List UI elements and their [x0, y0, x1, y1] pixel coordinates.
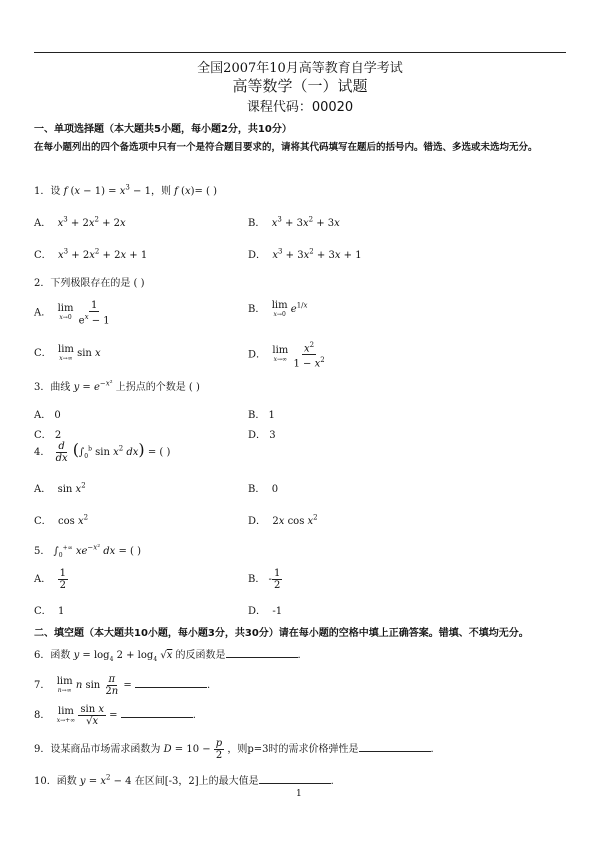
q4-option-c[interactable]: C． $\cos x^2$: [34, 513, 89, 527]
q3-option-c[interactable]: C． 2: [34, 430, 62, 441]
section1-instructions: 在每小题列出的四个备选项中只有一个是符合题目要求的，请将其代码填写在题后的括号内。错选、多选或未选均无分。: [34, 142, 538, 153]
q3-option-a[interactable]: A． 0: [34, 410, 61, 421]
q5-option-a[interactable]: A． $\frac{1}{2}$: [34, 568, 66, 591]
q5-option-d[interactable]: D． -1: [248, 606, 283, 617]
q4-option-a[interactable]: A． $\sin x^2$: [34, 481, 86, 495]
q1-formula: f: [63, 186, 68, 197]
top-rule: [34, 52, 566, 53]
q2-option-d[interactable]: D． lim x→∞ $\frac{x^2}{1 - x^2}$: [248, 341, 325, 370]
q1-pre: 设: [50, 186, 61, 197]
section2-heading: 二、填空题（本大题共10小题，每小题3分，共30分）请在每小题的空格中填上正确答案。错填、不填均无分。: [34, 628, 529, 639]
question-3: 3．曲线 $y = e^{-x^2}$ 上拐点的个数是 ( ): [34, 379, 200, 393]
question-5: 5． $\int_0^{+\infty}$ $xe^{-x^2}$ dx = ( ): [34, 543, 141, 559]
q9-answer-blank[interactable]: [359, 741, 431, 752]
question-7: 7． lim n→∞ n sin $\frac{\pi}{2n}$ = .: [34, 674, 211, 697]
q3-option-b[interactable]: B． 1: [248, 410, 275, 421]
subject-title: 高等数学（一）试题: [232, 77, 368, 95]
question-10: 10．函数 $y = x^2 - 4$ 在区间[-3，2]上的最大值是 .: [34, 773, 334, 787]
q6-answer-blank[interactable]: [226, 647, 298, 658]
q5-option-b[interactable]: B． - $\frac{1}{2}$: [248, 568, 281, 591]
q10-answer-blank[interactable]: [259, 773, 331, 784]
question-8: 8． lim x→+∞ $\frac{\text{sin x}}{√x}$ = .: [34, 704, 196, 727]
question-4: 4． $\frac{d}{dx}$ ($\int_0^b$ $\sin x^2$ dx) = ( ): [34, 440, 171, 464]
q7-answer-blank[interactable]: [135, 677, 207, 688]
page-number: 1: [296, 789, 302, 799]
q2-option-b[interactable]: B． lim x→0 $e^{1/x}$: [248, 299, 308, 318]
q1-post: ，则: [150, 186, 171, 197]
q5-option-c[interactable]: C． 1: [34, 606, 65, 617]
q8-answer-blank[interactable]: [121, 707, 193, 718]
question-6: 6．函数 $y = \log_4 2 + \log_4 √x$ 的反函数是 .: [34, 646, 301, 663]
course-code: 课程代码：00020: [246, 100, 354, 115]
q2-option-a[interactable]: A． lim x→0 $\frac{1}{e^x - 1}$: [34, 300, 110, 327]
q4-option-b[interactable]: B． 0: [248, 484, 279, 495]
question-9: 9．设某商品市场需求函数为 D = 10 − $\frac{p}{2}$ ，则p=3时的需求价格弹性是 .: [34, 738, 434, 761]
q1-tail: = ( ): [194, 186, 218, 197]
q1-option-d[interactable]: D． $x^3 + 3x^2 + 3x + 1$: [248, 247, 362, 261]
question-2: 2．下列极限存在的是 ( ): [34, 278, 145, 289]
q3-option-d[interactable]: D． 3: [248, 430, 276, 441]
q1-number: 1．: [34, 186, 51, 197]
q1-option-b[interactable]: B． $x^3 + 3x^2 + 3x$: [248, 215, 340, 229]
q2-option-c[interactable]: C． lim x→∞ sin x: [34, 343, 101, 362]
exam-title: 全国2007年10月高等教育自学考试: [197, 61, 403, 76]
q1-option-a[interactable]: A． $x^3 + 2x^2 + 2x$: [34, 215, 126, 229]
question-1: 1．设 f $(x - 1) = x^3 - 1$，则 f (x)= ( ): [34, 183, 218, 197]
section1-heading: 一、单项选择题（本大题共5小题，每小题2分，共10分）: [34, 124, 292, 135]
q1-option-c[interactable]: C． $x^3 + 2x^2 + 2x + 1$: [34, 247, 148, 261]
q4-option-d[interactable]: D． 2x $\cos x^2$: [248, 513, 318, 527]
